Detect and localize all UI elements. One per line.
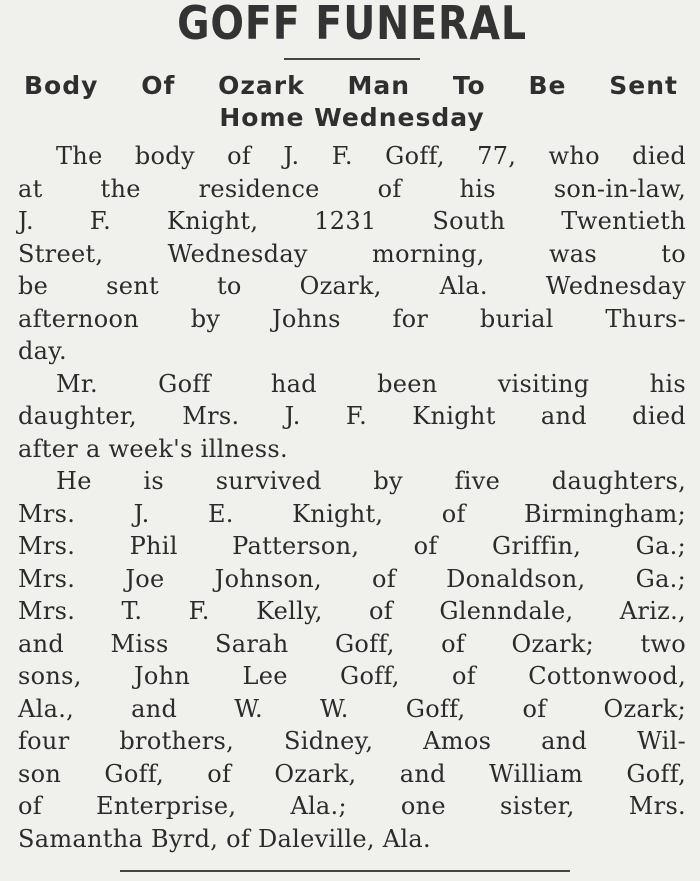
subheadline	[18, 70, 686, 134]
paragraph-3-line-7: sons, John Lee Goff, of Cottonwood,	[18, 662, 686, 690]
paragraph-1-line-5: be sent to Ozark, Ala. Wednesday	[18, 272, 686, 300]
paragraph-3-line-11: of Enterprise, Ala.; one sister, Mrs.	[18, 792, 686, 820]
paragraph-2-line-1: Mr. Goff had been visiting his	[56, 369, 686, 398]
paragraph-1-line-6: afternoon by Johns for burial Thurs-	[18, 304, 686, 333]
paragraph-1-line-7: day.	[18, 337, 67, 365]
paragraph-2-line-3: after a week's illness.	[18, 434, 288, 463]
paragraph-3-line-6: and Miss Sarah Goff, of Ozark; two	[18, 629, 686, 658]
subheadline-line-2: Home Wednesday	[219, 103, 485, 132]
paragraph-3-line-1: He is survived by five daughters,	[56, 467, 686, 495]
paragraph-1-line-2: at the residence of his son-in-law,	[18, 174, 686, 203]
headline-divider	[284, 58, 420, 60]
paragraph-3-line-3: Mrs. Phil Patterson, of Griffin, Ga.;	[18, 532, 686, 560]
paragraph-1-line-3: J. F. Knight, 1231 South Twentieth	[18, 207, 686, 235]
paragraph-3-line-5: Mrs. T. F. Kelly, of Glenndale, Ariz.,	[18, 597, 686, 625]
subheadline-line-1: Body Of Ozark Man To Be Sent	[24, 71, 678, 100]
paragraph-1-line-1: The body of J. F. Goff, 77, who died	[56, 142, 686, 170]
paragraph-3-line-12: Samantha Byrd, of Daleville, Ala.	[18, 824, 431, 853]
headline: GOFF FUNERAL	[177, 0, 527, 50]
bottom-divider	[120, 870, 570, 872]
paragraph-3-line-10: son Goff, of Ozark, and William Goff,	[18, 759, 686, 788]
paragraph-1-line-4: Street, Wednesday morning, was to	[18, 239, 686, 268]
paragraph-3-line-8: Ala., and W. W. Goff, of Ozark;	[18, 694, 686, 723]
article-body	[18, 140, 686, 855]
paragraph-3-line-9: four brothers, Sidney, Amos and Wil-	[18, 727, 686, 755]
paragraph-3-line-4: Mrs. Joe Johnson, of Donaldson, Ga.;	[18, 564, 686, 593]
paragraph-3-line-2: Mrs. J. E. Knight, of Birmingham;	[18, 499, 686, 528]
paragraph-2-line-2: daughter, Mrs. J. F. Knight and died	[18, 402, 686, 430]
